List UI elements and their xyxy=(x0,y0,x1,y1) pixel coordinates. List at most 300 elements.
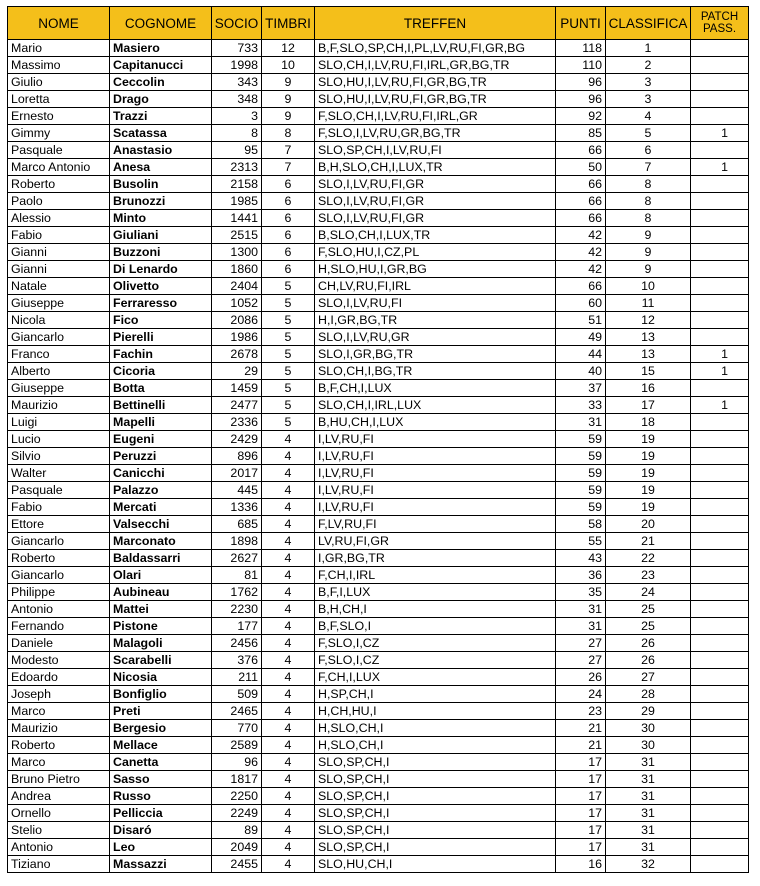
cell-timbri: 6 xyxy=(262,176,315,193)
cell-timbri: 4 xyxy=(262,856,315,873)
cell-treffen: SLO,I,LV,RU,FI,GR xyxy=(315,210,556,227)
cell-patch-pass xyxy=(691,788,749,805)
cell-classifica: 24 xyxy=(606,584,691,601)
cell-punti: 31 xyxy=(556,618,606,635)
cell-patch-pass xyxy=(691,737,749,754)
table-row xyxy=(8,805,749,822)
cell-timbri: 4 xyxy=(262,771,315,788)
cell-cognome: Scatassa xyxy=(110,125,212,142)
cell-socio: 343 xyxy=(212,74,262,91)
cell-nome: Maurizio xyxy=(8,720,110,737)
cell-timbri: 5 xyxy=(262,346,315,363)
table-row xyxy=(8,108,749,125)
cell-treffen: SLO,HU,I,LV,RU,FI,GR,BG,TR xyxy=(315,74,556,91)
cell-cognome: Anesa xyxy=(110,159,212,176)
cell-punti: 85 xyxy=(556,125,606,142)
cell-nome: Mario xyxy=(8,40,110,57)
cell-patch-pass xyxy=(691,635,749,652)
cell-classifica: 25 xyxy=(606,618,691,635)
cell-cognome: Malagoli xyxy=(110,635,212,652)
cell-classifica: 19 xyxy=(606,499,691,516)
cell-punti: 58 xyxy=(556,516,606,533)
cell-socio: 1300 xyxy=(212,244,262,261)
cell-timbri: 4 xyxy=(262,635,315,652)
cell-socio: 2429 xyxy=(212,431,262,448)
cell-punti: 59 xyxy=(556,499,606,516)
cell-nome: Giuseppe xyxy=(8,380,110,397)
cell-cognome: Ferraresso xyxy=(110,295,212,312)
cell-treffen: SLO,HU,I,LV,RU,FI,GR,BG,TR xyxy=(315,91,556,108)
cell-classifica: 22 xyxy=(606,550,691,567)
cell-socio: 1441 xyxy=(212,210,262,227)
cell-timbri: 7 xyxy=(262,159,315,176)
cell-cognome: Olari xyxy=(110,567,212,584)
cell-nome: Alberto xyxy=(8,363,110,380)
cell-socio: 1860 xyxy=(212,261,262,278)
cell-treffen: SLO,I,GR,BG,TR xyxy=(315,346,556,363)
cell-timbri: 12 xyxy=(262,40,315,57)
cell-classifica: 9 xyxy=(606,227,691,244)
cell-classifica: 11 xyxy=(606,295,691,312)
cell-socio: 2158 xyxy=(212,176,262,193)
cell-classifica: 31 xyxy=(606,805,691,822)
cell-punti: 66 xyxy=(556,210,606,227)
cell-punti: 21 xyxy=(556,737,606,754)
cell-punti: 49 xyxy=(556,329,606,346)
cell-punti: 17 xyxy=(556,822,606,839)
cell-nome: Paolo xyxy=(8,193,110,210)
cell-punti: 51 xyxy=(556,312,606,329)
cell-timbri: 5 xyxy=(262,278,315,295)
cell-timbri: 7 xyxy=(262,142,315,159)
cell-cognome: Bergesio xyxy=(110,720,212,737)
table-row xyxy=(8,686,749,703)
cell-punti: 37 xyxy=(556,380,606,397)
cell-classifica: 3 xyxy=(606,91,691,108)
cell-punti: 96 xyxy=(556,91,606,108)
cell-classifica: 27 xyxy=(606,669,691,686)
header-patch-pass xyxy=(691,7,749,40)
cell-timbri: 4 xyxy=(262,669,315,686)
cell-punti: 92 xyxy=(556,108,606,125)
cell-patch-pass xyxy=(691,533,749,550)
cell-patch-pass xyxy=(691,720,749,737)
cell-cognome: Minto xyxy=(110,210,212,227)
cell-socio: 770 xyxy=(212,720,262,737)
cell-classifica: 1 xyxy=(606,40,691,57)
cell-socio: 2477 xyxy=(212,397,262,414)
cell-punti: 17 xyxy=(556,805,606,822)
cell-cognome: Mattei xyxy=(110,601,212,618)
cell-punti: 110 xyxy=(556,57,606,74)
cell-patch-pass xyxy=(691,244,749,261)
cell-classifica: 17 xyxy=(606,397,691,414)
cell-patch-pass xyxy=(691,312,749,329)
cell-timbri: 8 xyxy=(262,125,315,142)
cell-punti: 66 xyxy=(556,176,606,193)
cell-socio: 509 xyxy=(212,686,262,703)
cell-nome: Walter xyxy=(8,465,110,482)
cell-socio: 1998 xyxy=(212,57,262,74)
cell-patch-pass xyxy=(691,567,749,584)
cell-patch-pass: 1 xyxy=(691,363,749,380)
table-row xyxy=(8,737,749,754)
cell-cognome: Bettinelli xyxy=(110,397,212,414)
cell-nome: Marco Antonio xyxy=(8,159,110,176)
cell-socio: 177 xyxy=(212,618,262,635)
cell-punti: 42 xyxy=(556,227,606,244)
table-row xyxy=(8,57,749,74)
cell-nome: Luigi xyxy=(8,414,110,431)
cell-punti: 35 xyxy=(556,584,606,601)
cell-classifica: 26 xyxy=(606,652,691,669)
cell-timbri: 4 xyxy=(262,499,315,516)
cell-nome: Joseph xyxy=(8,686,110,703)
cell-treffen: H,SP,CH,I xyxy=(315,686,556,703)
cell-timbri: 4 xyxy=(262,431,315,448)
cell-socio: 1817 xyxy=(212,771,262,788)
cell-patch-pass xyxy=(691,516,749,533)
cell-socio: 2515 xyxy=(212,227,262,244)
cell-timbri: 4 xyxy=(262,703,315,720)
cell-nome: Fabio xyxy=(8,499,110,516)
cell-patch-pass xyxy=(691,669,749,686)
cell-socio: 685 xyxy=(212,516,262,533)
cell-classifica: 8 xyxy=(606,176,691,193)
cell-nome: Antonio xyxy=(8,839,110,856)
cell-nome: Natale xyxy=(8,278,110,295)
cell-patch-pass xyxy=(691,771,749,788)
table-row xyxy=(8,244,749,261)
table-row xyxy=(8,669,749,686)
cell-patch-pass: 1 xyxy=(691,346,749,363)
table-row xyxy=(8,74,749,91)
cell-punti: 43 xyxy=(556,550,606,567)
cell-socio: 8 xyxy=(212,125,262,142)
cell-patch-pass xyxy=(691,856,749,873)
table-row xyxy=(8,465,749,482)
cell-timbri: 4 xyxy=(262,839,315,856)
table-row xyxy=(8,278,749,295)
cell-socio: 1459 xyxy=(212,380,262,397)
cell-treffen: SLO,SP,CH,I xyxy=(315,839,556,856)
cell-nome: Gianni xyxy=(8,244,110,261)
cell-socio: 445 xyxy=(212,482,262,499)
header-timbri: TIMBRI xyxy=(262,7,315,40)
cell-patch-pass xyxy=(691,601,749,618)
cell-punti: 44 xyxy=(556,346,606,363)
cell-timbri: 5 xyxy=(262,312,315,329)
cell-treffen: F,CH,I,LUX xyxy=(315,669,556,686)
cell-cognome: Di Lenardo xyxy=(110,261,212,278)
cell-nome: Roberto xyxy=(8,737,110,754)
cell-timbri: 5 xyxy=(262,397,315,414)
cell-treffen: F,LV,RU,FI xyxy=(315,516,556,533)
cell-punti: 23 xyxy=(556,703,606,720)
cell-nome: Franco xyxy=(8,346,110,363)
cell-patch-pass xyxy=(691,278,749,295)
cell-socio: 376 xyxy=(212,652,262,669)
header-row xyxy=(8,7,749,40)
cell-socio: 1052 xyxy=(212,295,262,312)
cell-cognome: Pierelli xyxy=(110,329,212,346)
cell-treffen: SLO,CH,I,LV,RU,FI,IRL,GR,BG,TR xyxy=(315,57,556,74)
cell-patch-pass xyxy=(691,108,749,125)
cell-patch-pass xyxy=(691,703,749,720)
cell-cognome: Baldassarri xyxy=(110,550,212,567)
cell-treffen: B,F,CH,I,LUX xyxy=(315,380,556,397)
cell-punti: 42 xyxy=(556,261,606,278)
cell-nome: Giancarlo xyxy=(8,329,110,346)
cell-timbri: 5 xyxy=(262,329,315,346)
table-row xyxy=(8,703,749,720)
cell-cognome: Scarabelli xyxy=(110,652,212,669)
cell-cognome: Olivetto xyxy=(110,278,212,295)
cell-nome: Ornello xyxy=(8,805,110,822)
cell-timbri: 4 xyxy=(262,788,315,805)
cell-classifica: 21 xyxy=(606,533,691,550)
cell-patch-pass xyxy=(691,414,749,431)
cell-cognome: Canicchi xyxy=(110,465,212,482)
cell-cognome: Fachin xyxy=(110,346,212,363)
cell-nome: Philippe xyxy=(8,584,110,601)
cell-cognome: Mercati xyxy=(110,499,212,516)
cell-classifica: 31 xyxy=(606,771,691,788)
cell-patch-pass xyxy=(691,448,749,465)
cell-classifica: 16 xyxy=(606,380,691,397)
table-row xyxy=(8,635,749,652)
cell-punti: 59 xyxy=(556,431,606,448)
table-row xyxy=(8,618,749,635)
cell-timbri: 4 xyxy=(262,567,315,584)
cell-timbri: 9 xyxy=(262,74,315,91)
cell-nome: Giulio xyxy=(8,74,110,91)
cell-socio: 2336 xyxy=(212,414,262,431)
cell-treffen: SLO,SP,CH,I,LV,RU,FI xyxy=(315,142,556,159)
cell-nome: Ettore xyxy=(8,516,110,533)
cell-patch-pass xyxy=(691,176,749,193)
cell-socio: 2456 xyxy=(212,635,262,652)
table-row xyxy=(8,754,749,771)
cell-classifica: 25 xyxy=(606,601,691,618)
cell-cognome: Masiero xyxy=(110,40,212,57)
cell-timbri: 6 xyxy=(262,261,315,278)
table-row xyxy=(8,414,749,431)
cell-patch-pass xyxy=(691,652,749,669)
cell-patch-pass xyxy=(691,380,749,397)
cell-timbri: 4 xyxy=(262,822,315,839)
cell-patch-pass: 1 xyxy=(691,397,749,414)
cell-timbri: 6 xyxy=(262,210,315,227)
cell-nome: Massimo xyxy=(8,57,110,74)
header-nome: NOME xyxy=(8,7,110,40)
table-row xyxy=(8,567,749,584)
cell-classifica: 31 xyxy=(606,839,691,856)
cell-nome: Bruno Pietro xyxy=(8,771,110,788)
cell-classifica: 7 xyxy=(606,159,691,176)
cell-cognome: Aubineau xyxy=(110,584,212,601)
cell-cognome: Busolin xyxy=(110,176,212,193)
header-patch-line1: PATCH xyxy=(700,11,739,23)
cell-socio: 2313 xyxy=(212,159,262,176)
cell-cognome: Buzzoni xyxy=(110,244,212,261)
cell-socio: 29 xyxy=(212,363,262,380)
cell-timbri: 4 xyxy=(262,618,315,635)
cell-timbri: 6 xyxy=(262,193,315,210)
cell-cognome: Anastasio xyxy=(110,142,212,159)
cell-patch-pass xyxy=(691,227,749,244)
cell-socio: 2250 xyxy=(212,788,262,805)
cell-punti: 96 xyxy=(556,74,606,91)
cell-cognome: Pistone xyxy=(110,618,212,635)
cell-cognome: Valsecchi xyxy=(110,516,212,533)
cell-classifica: 6 xyxy=(606,142,691,159)
cell-nome: Ernesto xyxy=(8,108,110,125)
cell-socio: 2049 xyxy=(212,839,262,856)
cell-classifica: 4 xyxy=(606,108,691,125)
cell-nome: Gimmy xyxy=(8,125,110,142)
cell-patch-pass xyxy=(691,499,749,516)
cell-timbri: 4 xyxy=(262,465,315,482)
cell-classifica: 13 xyxy=(606,346,691,363)
table-row xyxy=(8,788,749,805)
cell-treffen: I,LV,RU,FI xyxy=(315,499,556,516)
cell-socio: 2678 xyxy=(212,346,262,363)
cell-nome: Loretta xyxy=(8,91,110,108)
cell-cognome: Botta xyxy=(110,380,212,397)
cell-timbri: 5 xyxy=(262,295,315,312)
cell-punti: 40 xyxy=(556,363,606,380)
cell-treffen: SLO,SP,CH,I xyxy=(315,771,556,788)
cell-patch-pass xyxy=(691,142,749,159)
cell-patch-pass xyxy=(691,822,749,839)
cell-socio: 1898 xyxy=(212,533,262,550)
cell-cognome: Leo xyxy=(110,839,212,856)
cell-treffen: SLO,CH,I,BG,TR xyxy=(315,363,556,380)
cell-timbri: 5 xyxy=(262,380,315,397)
cell-treffen: F,SLO,HU,I,CZ,PL xyxy=(315,244,556,261)
ranking-table xyxy=(7,6,749,873)
table-row xyxy=(8,346,749,363)
cell-patch-pass xyxy=(691,465,749,482)
cell-treffen: H,I,GR,BG,TR xyxy=(315,312,556,329)
cell-nome: Andrea xyxy=(8,788,110,805)
cell-classifica: 30 xyxy=(606,737,691,754)
cell-treffen: B,F,SLO,SP,CH,I,PL,LV,RU,FI,GR,BG xyxy=(315,40,556,57)
cell-classifica: 31 xyxy=(606,754,691,771)
cell-punti: 60 xyxy=(556,295,606,312)
cell-punti: 59 xyxy=(556,482,606,499)
cell-punti: 36 xyxy=(556,567,606,584)
table-row xyxy=(8,142,749,159)
header-punti: PUNTI xyxy=(556,7,606,40)
table-row xyxy=(8,397,749,414)
cell-classifica: 9 xyxy=(606,261,691,278)
cell-timbri: 4 xyxy=(262,550,315,567)
cell-cognome: Massazzi xyxy=(110,856,212,873)
cell-treffen: SLO,CH,I,IRL,LUX xyxy=(315,397,556,414)
cell-patch-pass xyxy=(691,261,749,278)
cell-nome: Antonio xyxy=(8,601,110,618)
cell-cognome: Drago xyxy=(110,91,212,108)
table-row xyxy=(8,839,749,856)
cell-patch-pass xyxy=(691,74,749,91)
table-row xyxy=(8,329,749,346)
cell-patch-pass xyxy=(691,91,749,108)
cell-nome: Tiziano xyxy=(8,856,110,873)
cell-classifica: 12 xyxy=(606,312,691,329)
cell-timbri: 4 xyxy=(262,754,315,771)
table-row xyxy=(8,720,749,737)
cell-socio: 348 xyxy=(212,91,262,108)
cell-punti: 16 xyxy=(556,856,606,873)
cell-patch-pass xyxy=(691,618,749,635)
table-row xyxy=(8,91,749,108)
cell-treffen: SLO,I,LV,RU,FI,GR xyxy=(315,176,556,193)
cell-classifica: 8 xyxy=(606,210,691,227)
header-cognome: COGNOME xyxy=(110,7,212,40)
cell-punti: 55 xyxy=(556,533,606,550)
cell-cognome: Pelliccia xyxy=(110,805,212,822)
cell-timbri: 4 xyxy=(262,482,315,499)
header-treffen: TREFFEN xyxy=(315,7,556,40)
cell-nome: Stelio xyxy=(8,822,110,839)
table-row xyxy=(8,550,749,567)
cell-socio: 81 xyxy=(212,567,262,584)
table-row xyxy=(8,380,749,397)
cell-nome: Silvio xyxy=(8,448,110,465)
cell-classifica: 23 xyxy=(606,567,691,584)
cell-nome: Marco xyxy=(8,703,110,720)
cell-classifica: 8 xyxy=(606,193,691,210)
cell-socio: 2465 xyxy=(212,703,262,720)
cell-treffen: LV,RU,FI,GR xyxy=(315,533,556,550)
cell-punti: 66 xyxy=(556,278,606,295)
cell-socio: 2230 xyxy=(212,601,262,618)
cell-nome: Roberto xyxy=(8,176,110,193)
cell-classifica: 26 xyxy=(606,635,691,652)
cell-treffen: F,CH,I,IRL xyxy=(315,567,556,584)
cell-nome: Giancarlo xyxy=(8,533,110,550)
cell-cognome: Brunozzi xyxy=(110,193,212,210)
cell-punti: 27 xyxy=(556,635,606,652)
cell-cognome: Canetta xyxy=(110,754,212,771)
table-row xyxy=(8,193,749,210)
cell-nome: Fabio xyxy=(8,227,110,244)
cell-classifica: 13 xyxy=(606,329,691,346)
cell-classifica: 31 xyxy=(606,788,691,805)
cell-treffen: SLO,I,LV,RU,FI,GR xyxy=(315,193,556,210)
cell-cognome: Marconato xyxy=(110,533,212,550)
table-row xyxy=(8,448,749,465)
cell-cognome: Bonfiglio xyxy=(110,686,212,703)
cell-timbri: 4 xyxy=(262,533,315,550)
cell-punti: 59 xyxy=(556,448,606,465)
cell-cognome: Mellace xyxy=(110,737,212,754)
cell-punti: 26 xyxy=(556,669,606,686)
cell-classifica: 20 xyxy=(606,516,691,533)
cell-nome: Marco xyxy=(8,754,110,771)
cell-punti: 17 xyxy=(556,771,606,788)
header-classifica: CLASSIFICA xyxy=(606,7,691,40)
cell-treffen: H,SLO,CH,I xyxy=(315,737,556,754)
cell-timbri: 4 xyxy=(262,516,315,533)
cell-treffen: F,SLO,I,CZ xyxy=(315,635,556,652)
cell-nome: Lucio xyxy=(8,431,110,448)
cell-socio: 89 xyxy=(212,822,262,839)
cell-cognome: Giuliani xyxy=(110,227,212,244)
cell-timbri: 4 xyxy=(262,720,315,737)
